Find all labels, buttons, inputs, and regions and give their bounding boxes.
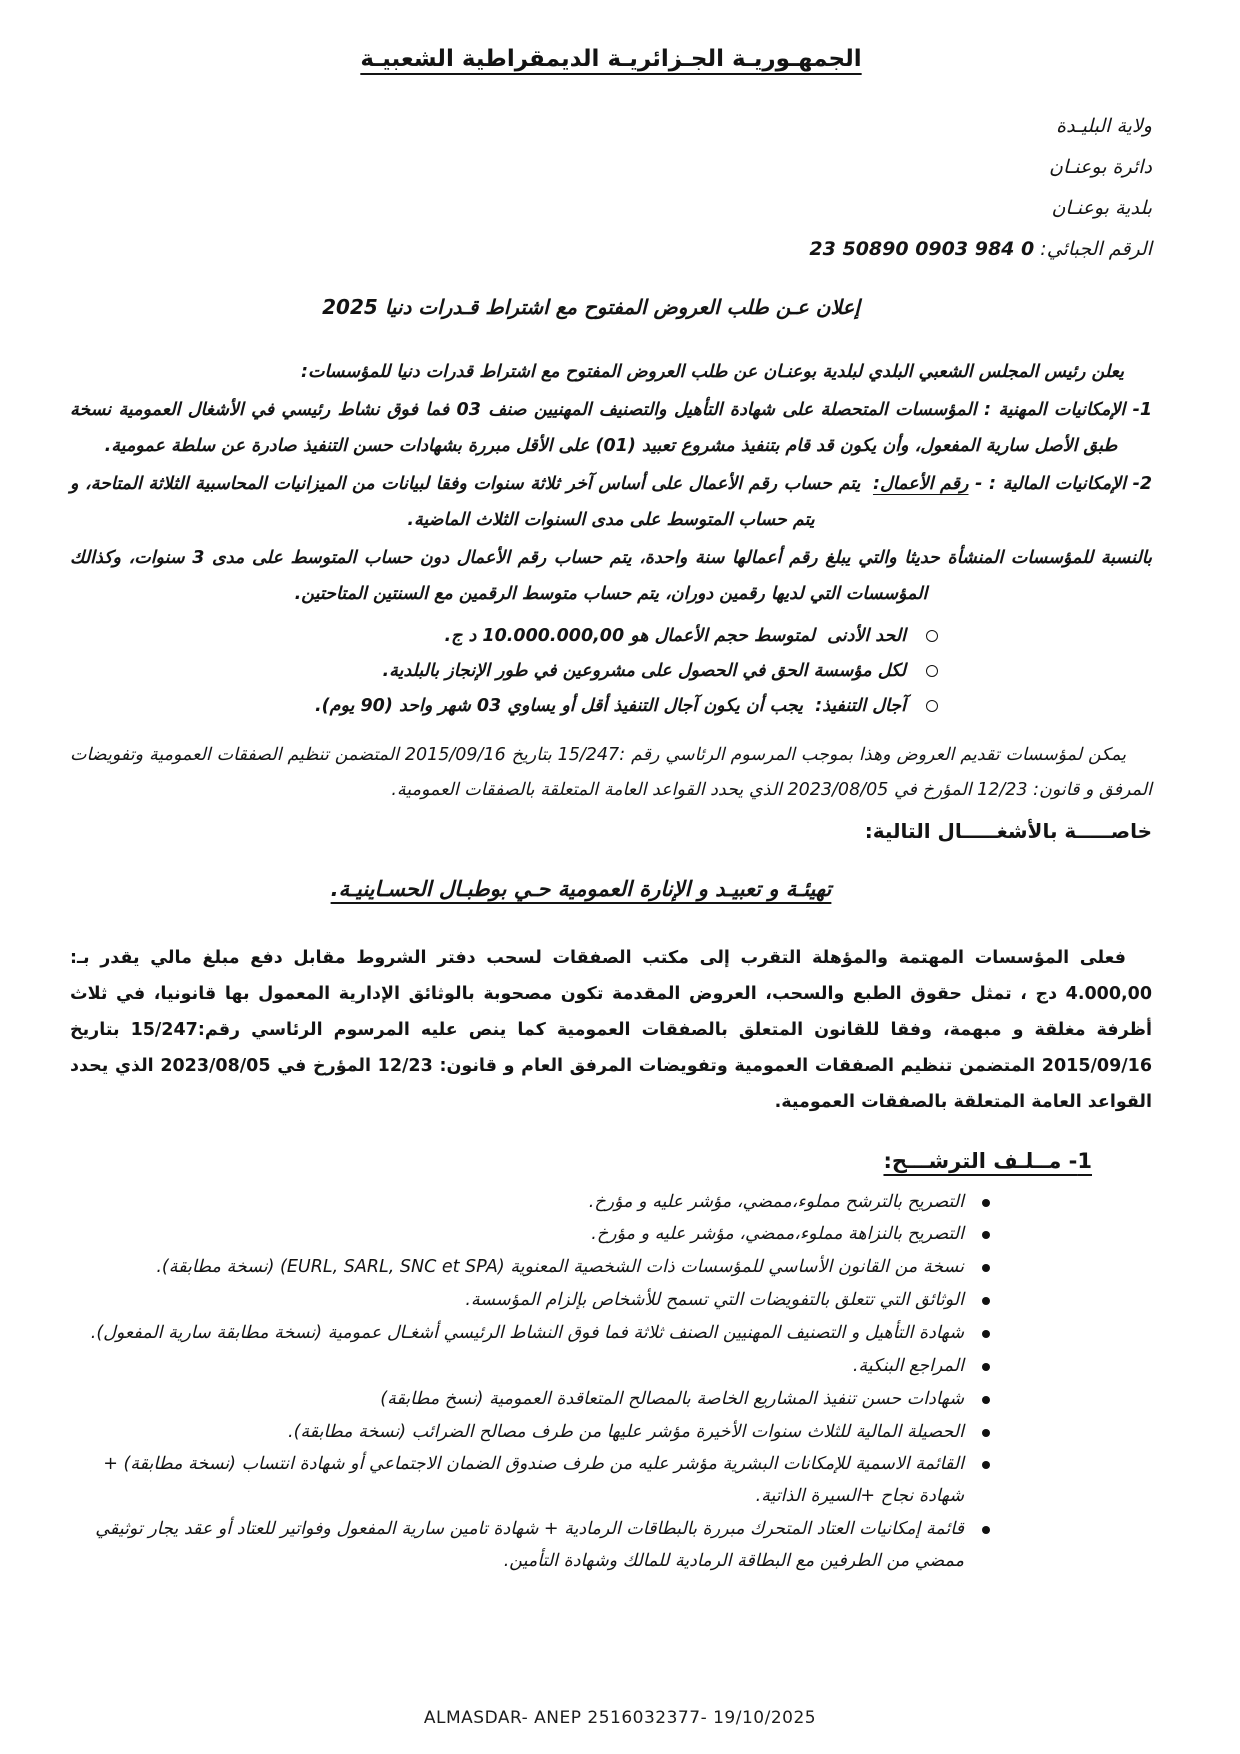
candidacy-item-text: قائمة إمكانيات العتاد المتحرك مبررة بالبطاقات الرمادية + شهادة تامين سارية المفعول وفواتير للعتاد أو عقد يجار توثيقي ممضي من الطرفين مع البطاقة الرمادية للمالك وشهادة التأمين.: [95, 1519, 964, 1571]
anep-footer-reference: ALMASDAR- ANEP 2516032377- 19/10/2025: [423, 1708, 817, 1728]
letterhead-tax-line: [70, 229, 1152, 270]
minimum-turnover-label: الحد الأدنى: [827, 625, 906, 646]
disc-bullet-icon: [982, 1297, 990, 1305]
list-item-minimum-turnover: [70, 619, 940, 654]
tax-id-label: الرقم الجبائي:: [1040, 237, 1152, 260]
disc-bullet-icon: [982, 1231, 990, 1239]
letterhead-wilaya: ولاية البليـدة: [1056, 115, 1152, 137]
execution-deadline-text: يجب أن يكون آجال التنفيذ أقل أو يساوي 03 شهر واحد (90 يوم).: [315, 695, 803, 716]
candidacy-file-list: [70, 1187, 994, 1578]
professional-capabilities-label: 1- الإمكانيات المهنية :: [983, 400, 1153, 421]
list-item: [70, 1318, 994, 1350]
candidacy-item-text: التصريح بالترشح مملوء،ممضي، مؤشر عليه و مؤرخ.: [588, 1191, 964, 1212]
candidacy-file-heading-text: 1- مــلـف الترشـــح:: [883, 1148, 1092, 1173]
list-item: [70, 1417, 994, 1449]
hollow-circle-bullet-icon: [926, 630, 938, 642]
financial-capabilities-paragraph: [70, 467, 1152, 539]
list-item: [70, 1187, 994, 1219]
candidacy-item-text: التصريح بالنزاهة مملوء،ممضي، مؤشر عليه و مؤرخ.: [591, 1224, 964, 1245]
minimum-turnover-text: لمتوسط حجم الأعمال هو 10.000.000,00 د ج.: [444, 625, 816, 646]
list-item: [70, 1449, 994, 1513]
list-item: [70, 1351, 994, 1383]
turnover-term: رقم الأعمال:: [872, 474, 969, 494]
disc-bullet-icon: [982, 1199, 990, 1207]
disc-bullet-icon: [982, 1526, 990, 1534]
financial-capabilities-text-1: يتم حساب رقم الأعمال على أساس آخر ثلاثة سنوات وفقا لبيانات من الميزانيات المحاسبية الثلاثة المتاحة، و يتم حساب المتوسط على مدى السنوات الثلاث الماضية.: [70, 474, 861, 530]
candidacy-item-text: القائمة الاسمية للإمكانات البشرية مؤشر عليه من طرف صندوق الضمان الاجتماعي أو شهادة انتساب (نسخة مطابقة) + شهادة نجاح +السيرة الذاتية.: [103, 1454, 964, 1507]
candidacy-item-text: الحصيلة المالية للثلاث سنوات الأخيرة مؤشر عليها من طرف مصالح الضرائب (نسخة مطابقة).: [288, 1421, 964, 1442]
intro-paragraph: يعلن رئيس المجلس الشعبي البلدي لبلدية بوعنـان عن طلب العروض المفتوح مع اشتراط قدرات دنيا للمؤسسات:: [300, 362, 1124, 383]
list-item-execution-deadline: [70, 689, 940, 724]
candidacy-file-heading: [70, 1149, 1092, 1173]
disc-bullet-icon: [982, 1461, 990, 1469]
works-heading: خاصـــــة بالأشغـــــال التالية:: [864, 819, 1152, 844]
republic-header: [70, 46, 1152, 72]
disc-bullet-icon: [982, 1264, 990, 1272]
candidacy-item-text: الوثائق التي تتعلق بالتفويضات التي تسمح للأشخاص بإلزام المؤسسة.: [465, 1290, 964, 1311]
professional-capabilities-paragraph: [70, 393, 1152, 465]
project-title: تهيئـة و تعبيـد و الإنارة العمومية حـي بوطبـال الحسـاينيـة.: [330, 877, 832, 902]
candidacy-item-text: المراجع البنكية.: [852, 1355, 964, 1376]
financial-conditions-list: [70, 619, 940, 724]
withdrawal-paragraph: فعلى المؤسسات المهتمة والمؤهلة التقرب إلى مكتب الصفقات لسحب دفتر الشروط مقابل دفع مبلغ مالي يقدر بـ: 4.000,00 دج ، تمثل حقوق الطبع والسحب، العروض المقدمة تكون مصحوبة بالوثائق الإدارية المعمول بها قانونيا، في ثلاث أظرفة مغلقة و مبهمة، وفقا للقانون المتعلق بالصفقات العمومية كما ينص عليه المرسوم الرئاسي رقم:15/247 بتاريخ 2015/09/16 المتضمن تنظيم الصفقات العمومية وتفويضات المرفق العام و قانون: 12/23 المؤرخ في 2023/08/05 الذي يحدد القواعد العامة المتعلقة بالصفقات العمومية.: [70, 948, 1152, 1112]
hollow-circle-bullet-icon: [926, 665, 938, 677]
candidacy-item-text: شهادات حسن تنفيذ المشاريع الخاصة بالمصالح المتعاقدة العمومية (نسخ مطابقة): [380, 1388, 964, 1409]
list-item: [70, 1514, 994, 1578]
hollow-circle-bullet-icon: [926, 700, 938, 712]
financial-capabilities-label: 2- الإمكانيات المالية : -: [975, 474, 1153, 494]
decree-reference-paragraph: يمكن لمؤسسات تقديم العروض وهذا بموجب المرسوم الرئاسي رقم :15/247 بتاريخ 2015/09/16 المتضمن تنظيم الصفقات العمومية وتفويضات المرفق و قانون: 12/23 المؤرخ في 2023/08/05 الذي يحدد القواعد العامة المتعلقة بالصفقات العمومية.: [70, 744, 1152, 801]
execution-deadline-label: آجال التنفيذ:: [815, 695, 906, 716]
letterhead-daira: دائرة بوعنـان: [1049, 155, 1152, 178]
notice-title: إعلان عـن طلب العروض المفتوح مع اشتراط قـدرات دنيا 2025: [322, 295, 860, 320]
disc-bullet-icon: [982, 1330, 990, 1338]
disc-bullet-icon: [982, 1363, 990, 1371]
professional-capabilities-text: المؤسسات المتحصلة على شهادة التأهيل والتصنيف المهنيين صنف 03 فما فوق نشاط رئيسي في الأشغال العمومية نسخة طبق الأصل سارية المفعول، وأن يكون قد قام بتنفيذ مشروع تعبيد (01) على الأقل مبررة بشهادات حسن التنفيذ صادرة عن سلطة عمومية.: [70, 400, 1118, 457]
two-projects-text: لكل مؤسسة الحق في الحصول على مشروعين في طور الإنجاز بالبلدية.: [382, 660, 906, 681]
candidacy-item-text: نسخة من القانون الأساسي للمؤسسات ذات الشخصية المعنوية (EURL, SARL, SNC et SPA) (نسخة مطابقة).: [156, 1257, 964, 1278]
list-item: [70, 1219, 994, 1251]
financial-capabilities-paragraph-2: بالنسبة للمؤسسات المنشأة حديثا والتي يبلغ رقم أعمالها سنة واحدة، يتم حساب رقم الأعمال دون حساب المتوسط على مدى 3 سنوات، وكذالك المؤسسات التي لديها رقمين دوران، يتم حساب متوسط الرقمين مع السنتين المتاحتين.: [70, 547, 1152, 604]
letterhead: [70, 106, 1152, 269]
list-item-two-projects: [70, 654, 940, 689]
candidacy-item-text: شهادة التأهيل و التصنيف المهنيين الصنف ثلاثة فما فوق النشاط الرئيسي أشغـال عمومية (نسخة مطابقة سارية المفعول).: [90, 1323, 964, 1343]
republic-header-text: الجمهـوريـة الجـزائريـة الديمقراطية الشعبيـة: [360, 46, 862, 72]
list-item: [70, 1285, 994, 1317]
list-item: [70, 1384, 994, 1416]
disc-bullet-icon: [982, 1429, 990, 1437]
list-item: [70, 1252, 994, 1284]
disc-bullet-icon: [982, 1396, 990, 1404]
letterhead-commune: بلدية بوعنـان: [1051, 196, 1152, 219]
tax-id-number: 0 984 0903 50890 23: [809, 237, 1035, 260]
